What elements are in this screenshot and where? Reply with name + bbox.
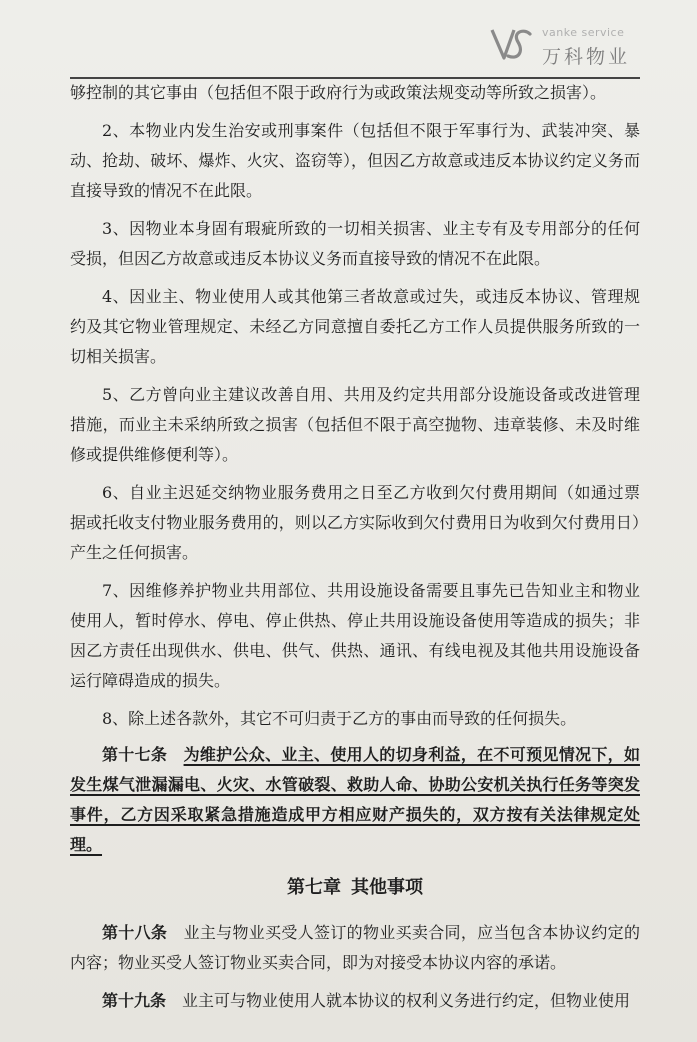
chapter-title: 其他事项	[351, 877, 423, 898]
clause-item-2: 2、本物业内发生治安或刑事案件（包括但不限于军事行为、武装冲突、暴动、抢劫、破坏、爆炸、火灾、盗窃等），但因乙方故意或违反本协议约定义务而直接导致的情况不在此限。	[70, 121, 640, 200]
article-19-text: 业主可与物业使用人就本协议的权利义务进行约定，但物业使用	[182, 991, 631, 1010]
vanke-service-logo	[490, 20, 640, 72]
article-19	[70, 986, 640, 1016]
paragraph-continued: 够控制的其它事由（包括但不限于政府行为或政策法规变动等所致之损害）。	[70, 83, 607, 102]
clause-item-5: 5、乙方曾向业主建议改善自用、共用及约定共用部分设施设备或改进管理措施，而业主未采纳所致之损害（包括但不限于高空抛物、违章装修、未及时维修或提供维修便利等）。	[70, 385, 640, 464]
article-18	[70, 918, 640, 978]
logo-english-text: vanke service	[542, 26, 625, 39]
page-header	[70, 20, 640, 80]
clause-item-4: 4、因业主、物业使用人或其他第三者故意或过失，或违反本协议、管理规约及其它物业管理规定、未经乙方同意擅自委托乙方工作人员提供服务所致的一切相关损害。	[70, 287, 640, 366]
clause-item-7: 7、因维修养护物业共用部位、共用设施设备需要且事先已告知业主和物业使用人，暂时停水、停电、停止供热、停止共用设施设备使用等造成的损失；非因乙方责任出现供水、供电、供气、供热、通讯、有线电视及其他共用设施设备运行障碍造成的损失。	[70, 581, 640, 690]
logo-chinese-text: 万科物业	[542, 46, 631, 68]
article-17-text: 为维护公众、业主、使用人的切身利益，在不可预见情况下，如发生煤气泄漏漏电、火灾、水管破裂、救助人命、协助公安机关执行任务等突发事件，乙方因采取紧急措施造成甲方相应财产损失的，双方按有关法律规定处理。	[70, 745, 640, 854]
clause-item-8: 8、除上述各款外，其它不可归责于乙方的事由而导致的任何损失。	[102, 709, 577, 728]
article-17-label: 第十七条	[102, 745, 168, 764]
vs-logo-icon	[490, 24, 534, 64]
article-18-text: 业主与物业买受人签订的物业买卖合同，应当包含本协议约定的内容；物业买受人签订物业买卖合同，即为对接受本协议内容的承诺。	[70, 923, 640, 972]
chapter-number: 第七章	[287, 877, 341, 898]
article-18-label: 第十八条	[102, 923, 168, 942]
chapter-heading	[70, 874, 640, 902]
clause-item-3: 3、因物业本身固有瑕疵所致的一切相关损害、业主专有及专用部分的任何受损，但因乙方故意或违反本协议义务而直接导致的情况不在此限。	[70, 219, 640, 268]
article-17	[70, 740, 640, 860]
clause-item-6: 6、自业主迟延交纳物业服务费用之日至乙方收到欠付费用期间（如通过票据或托收支付物业服务费用的，则以乙方实际收到欠付费用日为收到欠付费用日）产生之任何损害。	[70, 483, 640, 562]
document-body	[70, 78, 640, 1024]
article-19-label: 第十九条	[102, 991, 167, 1010]
